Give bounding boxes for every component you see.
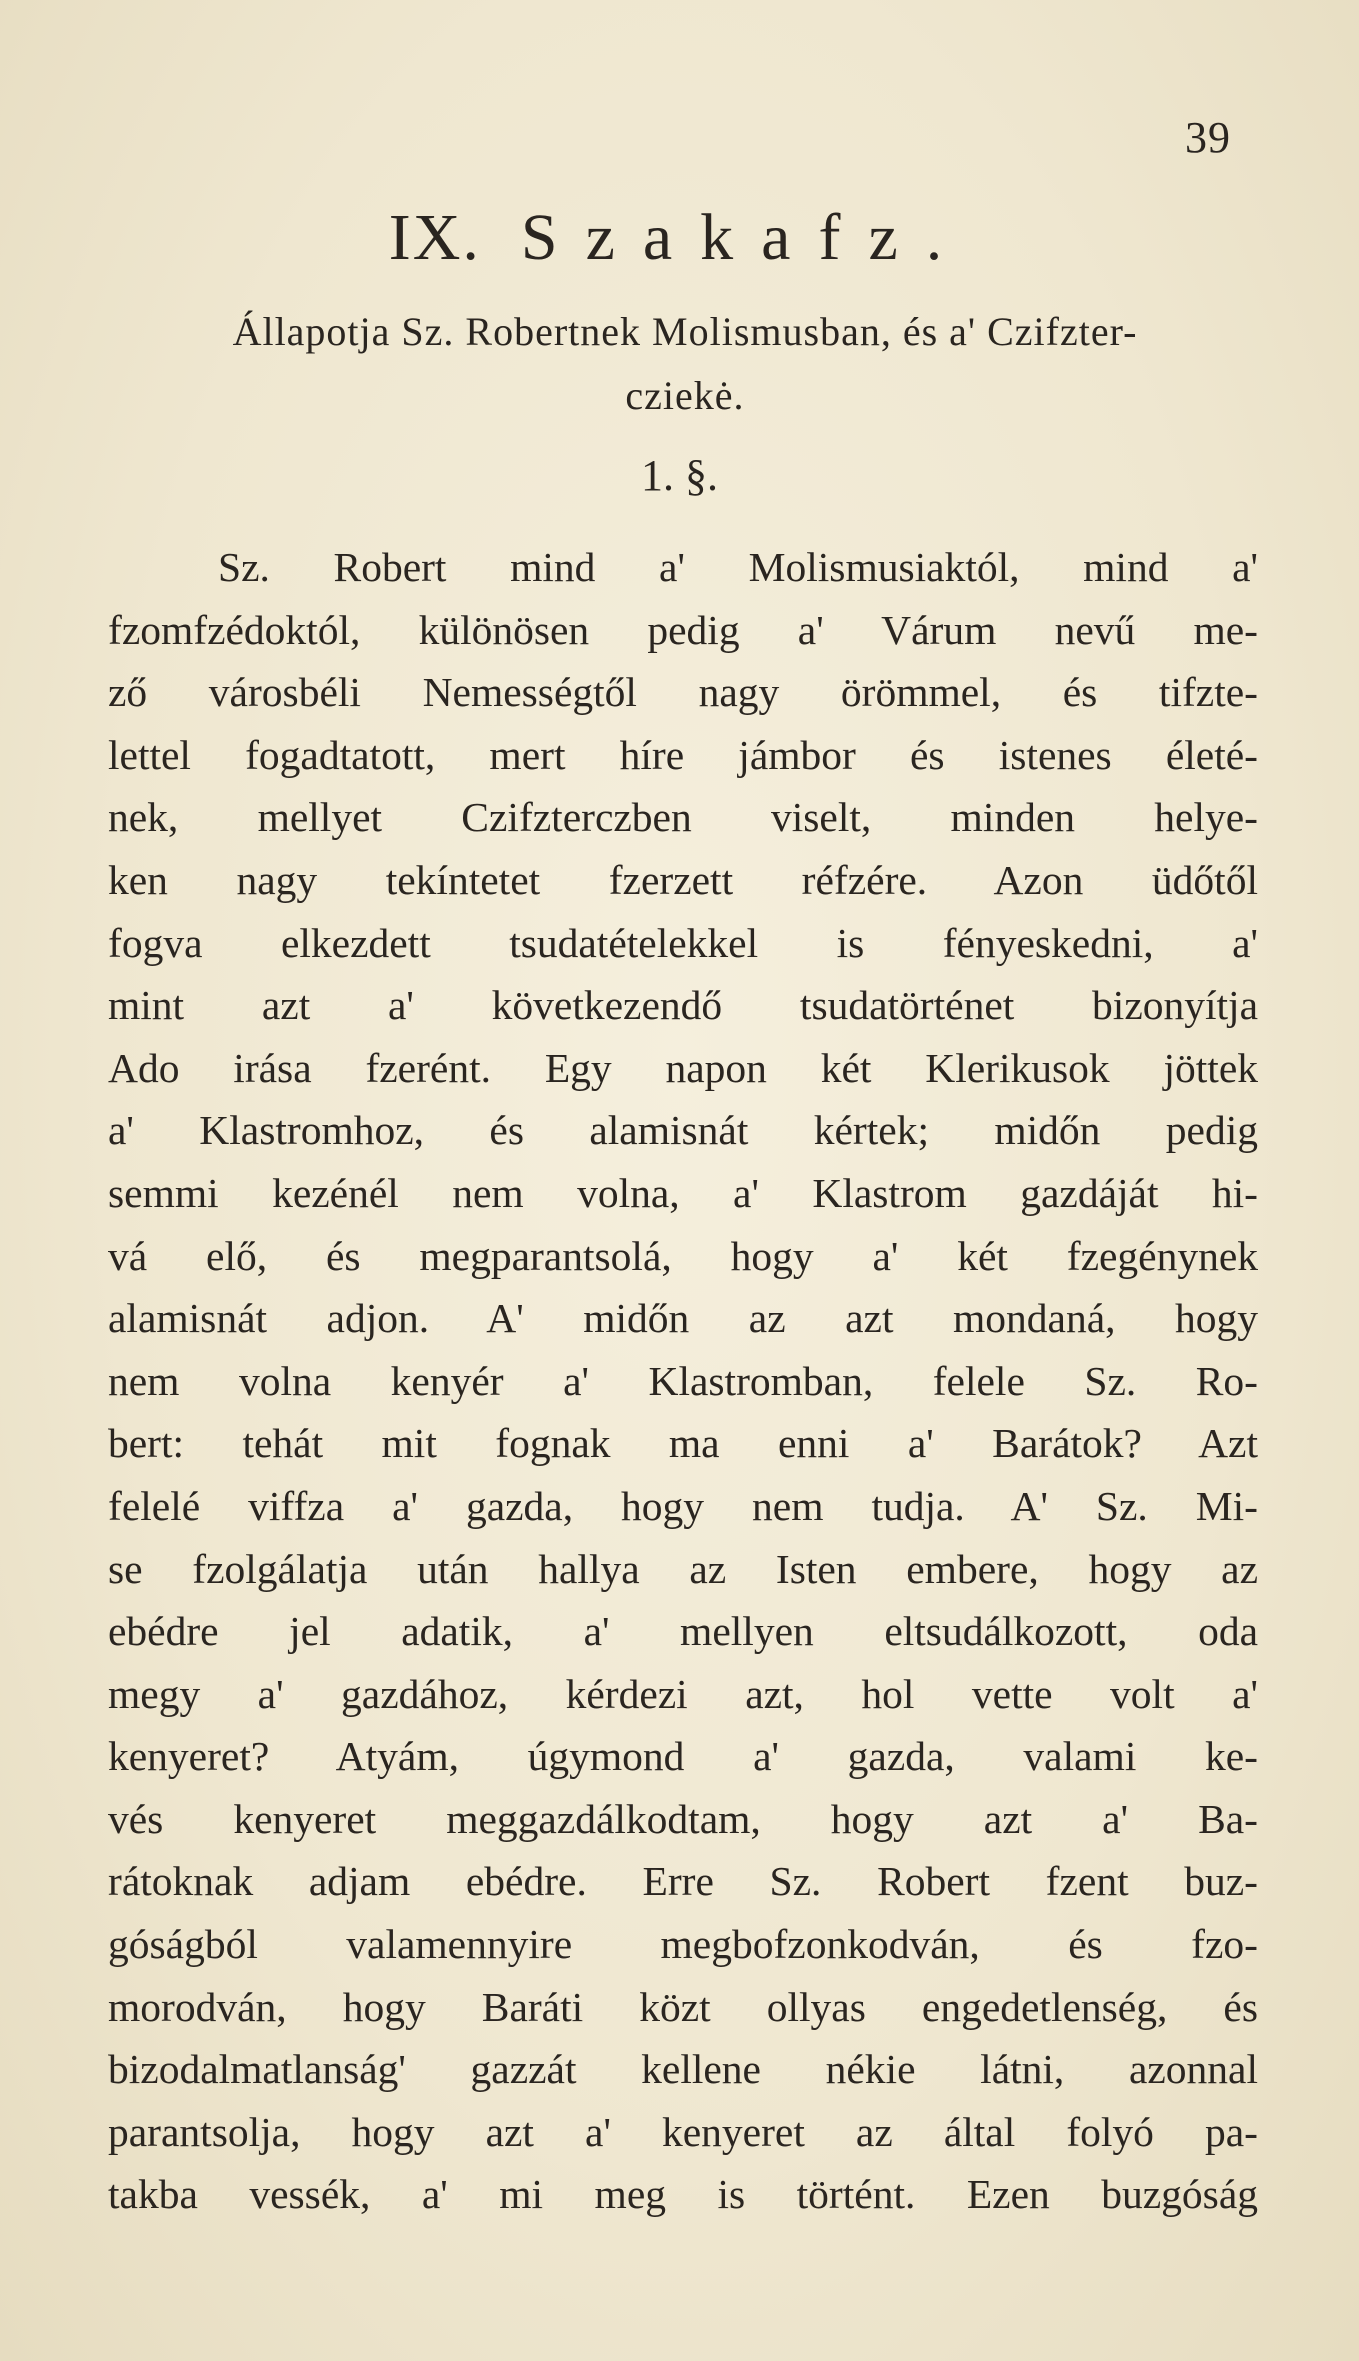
text-line: felelé viffza a' gazda, hogy nem tudja. A' Sz. Mi- [108, 1482, 1258, 1529]
text-line: Sz. Robert mind a' Molismusiaktól, mind a' [218, 544, 1258, 590]
text-line: ebédre jel adatik, a' mellyen eltsudálkozott, oda [108, 1608, 1258, 1655]
text-line: bert: tehát mit fognak ma enni a' Barátok? Azt [108, 1420, 1258, 1467]
text-line: ken nagy tekíntetet fzerzett réfzére. Azon üdőtől [108, 856, 1258, 903]
subtitle-line: cziekė. [625, 373, 745, 418]
text-line: parantsolja, hogy azt a' kenyeret az által folyó pa- [108, 2108, 1258, 2155]
text-line: vá elő, és megparantsolá, hogy a' két fzegénynek [108, 1232, 1258, 1279]
text-line: fzomfzédoktól, különösen pedig a' Várum nevű me- [108, 606, 1258, 653]
text-line: alamisnát adjon. A' midőn az azt mondaná, hogy [108, 1295, 1258, 1342]
chapter-number: IX. [388, 201, 481, 274]
text-line: fogva elkezdett tsudatételekkel is fényeskedni, a' [108, 919, 1258, 966]
text-line: mint azt a' következendő tsudatörténet bizonyítja [108, 982, 1258, 1029]
text-line: ző városbéli Nemességtől nagy örömmel, és tifzte- [108, 669, 1258, 716]
body-paragraph [108, 536, 1258, 2226]
subtitle-line: Állapotja Sz. Robertnek Molismusban, és a' Czifzter- [232, 309, 1138, 354]
text-line: se fzolgálatja után hallya az Isten embere, hogy az [108, 1545, 1258, 1592]
text-line: megy a' gazdához, kérdezi azt, hol vette volt a' [108, 1670, 1258, 1717]
page-number: 39 [1185, 113, 1231, 162]
text-line: nem volna kenyér a' Klastromban, felele Sz. Ro- [108, 1357, 1258, 1404]
chapter-title [0, 200, 1359, 276]
text-line: góságból valamennyire megbofzonkodván, és fzo- [108, 1921, 1258, 1968]
text-line: takba vessék, a' mi meg is történt. Ezen buzgóság [108, 2171, 1258, 2218]
text-line: nek, mellyet Czifzterczben viselt, minden helye- [108, 794, 1258, 841]
text-line: rátoknak adjam ebédre. Erre Sz. Robert fzent buz- [108, 1858, 1258, 1905]
text-line: a' Klastromhoz, és alamisnát kértek; midőn pedig [108, 1107, 1258, 1154]
text-line: Ado irása fzerént. Egy napon két Klerikusok jöttek [108, 1044, 1258, 1091]
text-line: morodván, hogy Baráti közt ollyas engedetlenség, és [108, 1983, 1258, 2030]
text-line: vés kenyeret meggazdálkodtam, hogy azt a' Ba- [108, 1795, 1258, 1842]
chapter-word: Szakafz. [520, 201, 971, 274]
text-line: lettel fogadtatott, mert híre jámbor és istenes életé- [108, 731, 1258, 778]
section-heading: 1. §. [641, 451, 718, 500]
chapter-subtitle [110, 300, 1260, 428]
text-line: semmi kezénél nem volna, a' Klastrom gazdáját hi- [108, 1169, 1258, 1216]
text-line: kenyeret? Atyám, úgymond a' gazda, valami ke- [108, 1733, 1258, 1780]
text-line: bizodalmatlanság' gazzát kellene nékie látni, azonnal [108, 2046, 1258, 2093]
